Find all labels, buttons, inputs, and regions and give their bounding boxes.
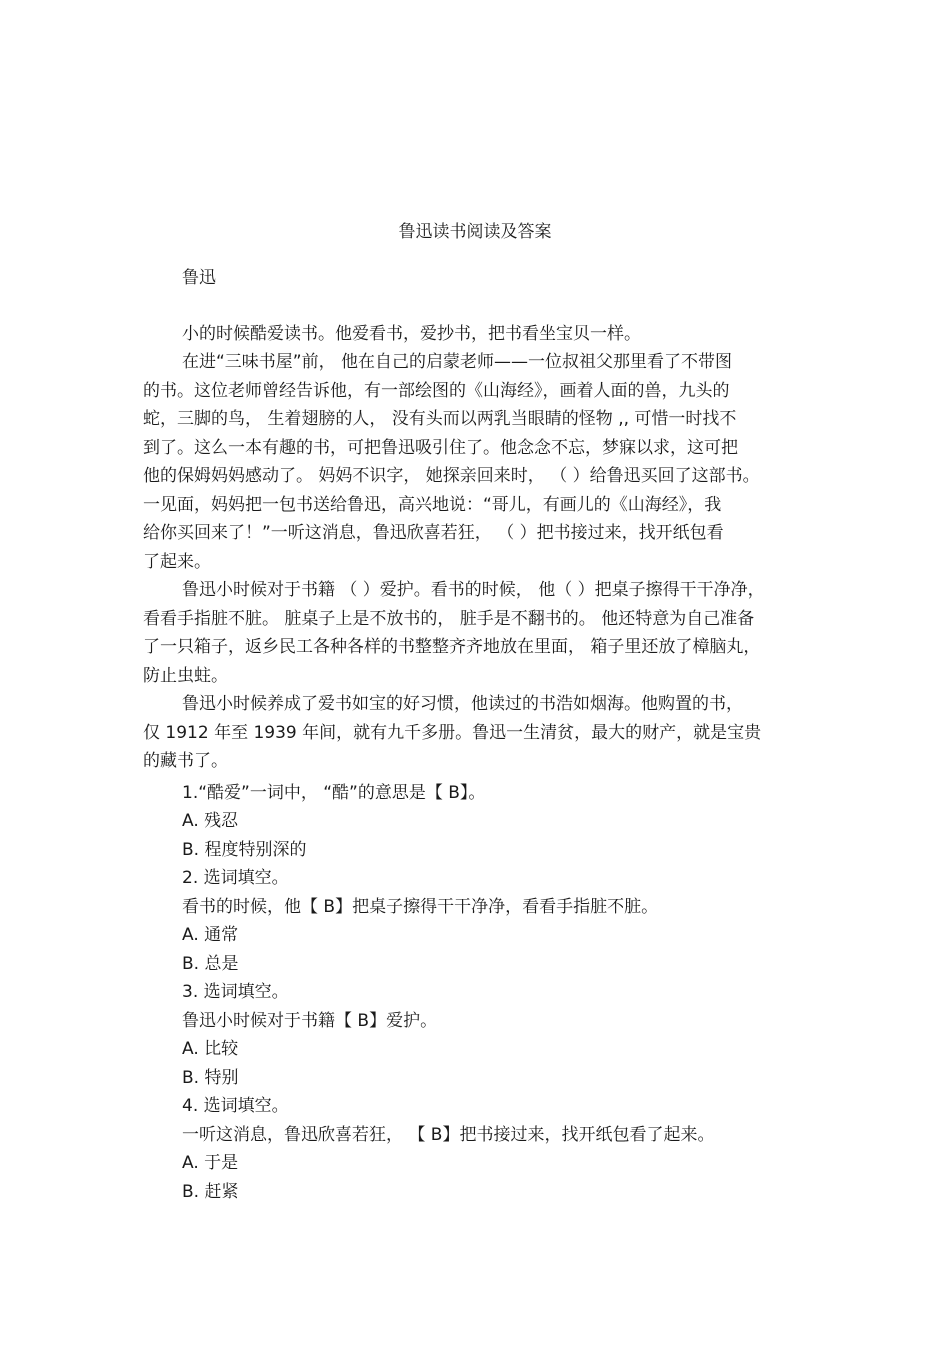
question-line: 看书的时候，他【 B】把桌子擦得干干净净，看看手指脏不脏。 [182,897,659,917]
passage-line: 看看手指脏不脏。 脏桌子上是不放书的， 脏手是不翻书的。 他还特意为自己准备 [143,609,755,629]
passage-line: 的书。这位老师曾经告诉他，有一部绘图的《山海经》，画着人面的兽，九头的 [143,381,730,401]
passage-line: 了一只箱子，返乡民工各种各样的书整整齐齐地放在里面， 箱子里还放了樟脑丸， [143,637,761,657]
document-author: 鲁迅 [182,268,216,288]
question-line: 一听这消息，鲁迅欣喜若狂， 【 B】把书接过来，找开纸包看了起来。 [182,1125,715,1145]
question-line: 3. 选词填空。 [182,982,289,1002]
document-title: 鲁迅读书阅读及答案 [398,222,552,242]
option-line: B. 程度特别深的 [182,840,307,860]
passage-line: 他的保姆妈妈感动了。 妈妈不识字， 她探亲回来时， （ ）给鲁迅买回了这部书。 [143,466,760,486]
passage-line: 鲁迅小时候对于书籍 （ ）爱护。看书的时候， 他（ ）把桌子擦得干干净净， [182,580,765,600]
option-line: A. 残忍 [182,811,239,831]
question-line: 2. 选词填空。 [182,868,289,888]
passage-line: 鲁迅小时候养成了爱书如宝的好习惯，他读过的书浩如烟海。他购置的书， [182,694,743,714]
passage-line: 一见面，妈妈把一包书送给鲁迅，高兴地说：“哥儿，有画儿的《山海经》，我 [143,495,722,515]
passage-line: 蛇，三脚的鸟， 生着翅膀的人， 没有头而以两乳当眼睛的怪物 ,, 可惜一时找不 [143,409,737,429]
question-line: 鲁迅小时候对于书籍【 B】爱护。 [182,1011,438,1031]
question-line: 1.“酷爱”一词中， “酷”的意思是【 B】。 [182,783,486,803]
option-line: A. 通常 [182,925,239,945]
passage-line: 了起来。 [143,552,211,572]
option-line: A. 比较 [182,1039,239,1059]
passage-line: 到了。这么一本有趣的书，可把鲁迅吸引住了。他念念不忘，梦寐以求，这可把 [143,438,738,458]
option-line: B. 总是 [182,954,239,974]
option-line: A. 于是 [182,1153,239,1173]
passage-line: 的藏书了。 [143,751,228,771]
passage-line: 仅 1912 年至 1939 年间，就有九千多册。鲁迅一生清贫，最大的财产，就是宝贵 [143,723,762,743]
passage-line: 在进“三味书屋”前， 他在自己的启蒙老师——一位叔祖父那里看了不带图 [182,352,733,372]
passage-line: 小的时候酷爱读书。他爱看书，爱抄书，把书看坐宝贝一样。 [182,324,641,344]
option-line: B. 特别 [182,1068,239,1088]
passage-line: 给你买回来了！”一听这消息，鲁迅欣喜若狂， （ ）把书接过来，找开纸包看 [143,523,724,543]
question-line: 4. 选词填空。 [182,1096,289,1116]
passage-line: 防止虫蛀。 [143,666,228,686]
option-line: B. 赶紧 [182,1182,239,1202]
